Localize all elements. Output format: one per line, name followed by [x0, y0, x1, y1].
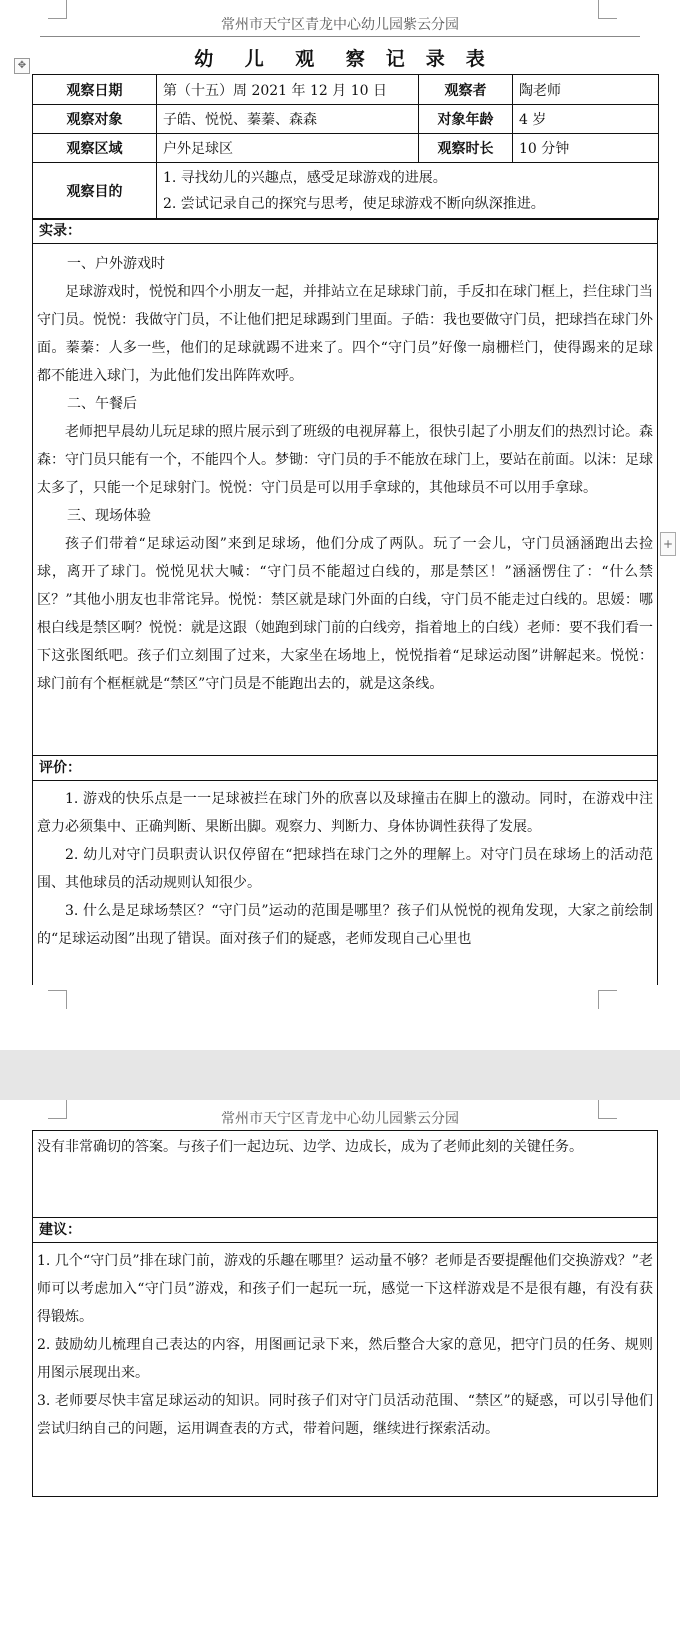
evaluation-item-1: 1. 游戏的快乐点是一一足球被拦在球门外的欣喜以及球撞击在脚上的激动。同时，在游戏中注意力必须集中、正确判断、果断出脚。观察力、判断力、身体协调性获得了发展。	[37, 791, 653, 835]
page-corner-mark	[598, 990, 617, 1009]
page-header: 常州市天宁区青龙中心幼儿园紫云分园	[40, 14, 640, 37]
info-table	[32, 74, 659, 220]
purpose-cell	[157, 163, 659, 220]
title-char: 幼	[194, 48, 215, 70]
record-heading-3: 三、现场体验	[67, 508, 151, 524]
subject-value: 子皓、悦悦、蓁蓁、森森	[157, 105, 419, 134]
evaluation-continued-section	[32, 1130, 658, 1218]
suggestion-section	[32, 1217, 658, 1497]
suggestion-label: 建议：	[33, 1218, 657, 1243]
date-label: 观察日期	[33, 75, 157, 105]
duration-label: 观察时长	[419, 134, 513, 163]
age-value: 4 岁	[513, 105, 659, 134]
area-value: 户外足球区	[157, 134, 419, 163]
suggestion-item-3: 3. 老师要尽快丰富足球运动的知识。同时孩子们对守门员活动范围、“禁区”的疑惑，可以引导他们尝试归纳自己的问题，运用调查表的方式，带着问题，继续进行探索活动。	[37, 1393, 653, 1437]
purpose-label: 观察目的	[33, 163, 157, 220]
observer-value: 陶老师	[513, 75, 659, 105]
title-char: 察	[345, 48, 366, 70]
title-char: 录	[425, 48, 446, 70]
age-label: 对象年龄	[419, 105, 513, 134]
evaluation-item-2: 2. 幼儿对守门员职责认识仅停留在“把球挡在球门之外的理解上。对守门员在球场上的活动范围、其他球员的活动规则认知很少。	[37, 847, 653, 891]
page-corner-mark	[48, 990, 67, 1009]
page-header: 常州市天宁区青龙中心幼儿园紫云分园	[40, 1108, 640, 1131]
evaluation-item-3-continued: 没有非常确切的答案。与孩子们一起边玩、边学、边成长，成为了老师此刻的关键任务。	[37, 1139, 583, 1155]
record-section	[32, 218, 658, 756]
record-label: 实录：	[33, 219, 657, 244]
date-value: 第（十五）周 2021 年 12 月 10 日	[157, 75, 419, 105]
title-char: 表	[465, 48, 486, 70]
suggestion-item-2: 2. 鼓励幼儿梳理自己表达的内容，用图画记录下来，然后整合大家的意见，把守门员的任务、规则用图示展现出来。	[37, 1337, 653, 1381]
record-paragraph-3: 孩子们带着“足球运动图”来到足球场，他们分成了两队。玩了一会儿，守门员涵涵跑出去捡球，离开了球门。悦悦见状大喊：“守门员不能超过白线的，那是禁区！”涵涵愣住了：“什么禁区？”其他小朋友也非常诧异。悦悦：禁区就是球门外面的白线，守门员不能走过白线的。思媛：哪根白线是禁区啊？悦悦：就是这跟（她跑到球门前的白线旁，指着地上的白线）老师：要不我们看一下这张图纸吧。孩子们立刻围了过来，大家坐在场地上，悦悦指着“足球运动图”讲解起来。悦悦：球门前有个框框就是“禁区”守门员是不能跑出去的，就是这条线。	[37, 536, 653, 692]
record-paragraph-2: 老师把早晨幼儿玩足球的照片展示到了班级的电视屏幕上，很快引起了小朋友们的热烈讨论。森森：守门员只能有一个，不能四个人。梦锄：守门员的手不能放在球门上，要站在前面。以沫：足球太多了，只能一个足球射门。悦悦：守门员是可以用手拿球的，其他球员不可以用手拿球。	[37, 424, 653, 496]
evaluation-section	[32, 755, 658, 985]
title-char: 观	[295, 48, 316, 70]
table-move-handle-icon[interactable]: ✥	[14, 58, 30, 74]
page-gap	[0, 1050, 680, 1100]
evaluation-item-3: 3. 什么是足球场禁区？“守门员”运动的范围是哪里？孩子们从悦悦的视角发现，大家之前绘制的“足球运动图”出现了错误。面对孩子们的疑惑，老师发现自己心里也	[37, 903, 653, 947]
record-heading-1: 一、户外游戏时	[67, 256, 165, 272]
title-char: 记	[385, 48, 406, 70]
record-heading-2: 二、午餐后	[67, 396, 137, 412]
area-label: 观察区域	[33, 134, 157, 163]
add-column-icon[interactable]: +	[660, 532, 676, 556]
record-paragraph-1: 足球游戏时，悦悦和四个小朋友一起，并排站立在足球球门前，手反扣在球门框上，拦住球门当守门员。悦悦：我做守门员，不让他们把足球踢到门里面。子皓：我也要做守门员，把球挡在球门外面。蓁蓁：人多一些，他们的足球就踢不进来了。四个“守门员”好像一扇栅栏门，使得踢来的足球都不能进入球门，为此他们发出阵阵欢呼。	[37, 284, 653, 384]
title-char: 儿	[244, 48, 265, 70]
purpose-item: 2. 尝试记录自己的探究与思考，使足球游戏不断向纵深推进。	[163, 196, 545, 212]
document-title	[0, 44, 680, 71]
duration-value: 10 分钟	[513, 134, 659, 163]
suggestion-item-1: 1. 几个“守门员”排在球门前，游戏的乐趣在哪里？运动量不够？老师是否要提醒他们交换游戏？”老师可以考虑加入“守门员”游戏，和孩子们一起玩一玩，感觉一下这样游戏是不是很有趣，有没有获得锻炼。	[37, 1253, 653, 1325]
document-page-2	[0, 1100, 680, 1636]
subject-label: 观察对象	[33, 105, 157, 134]
purpose-item: 1. 寻找幼儿的兴趣点，感受足球游戏的进展。	[163, 170, 447, 186]
observer-label: 观察者	[419, 75, 513, 105]
evaluation-label: 评价：	[33, 756, 657, 781]
